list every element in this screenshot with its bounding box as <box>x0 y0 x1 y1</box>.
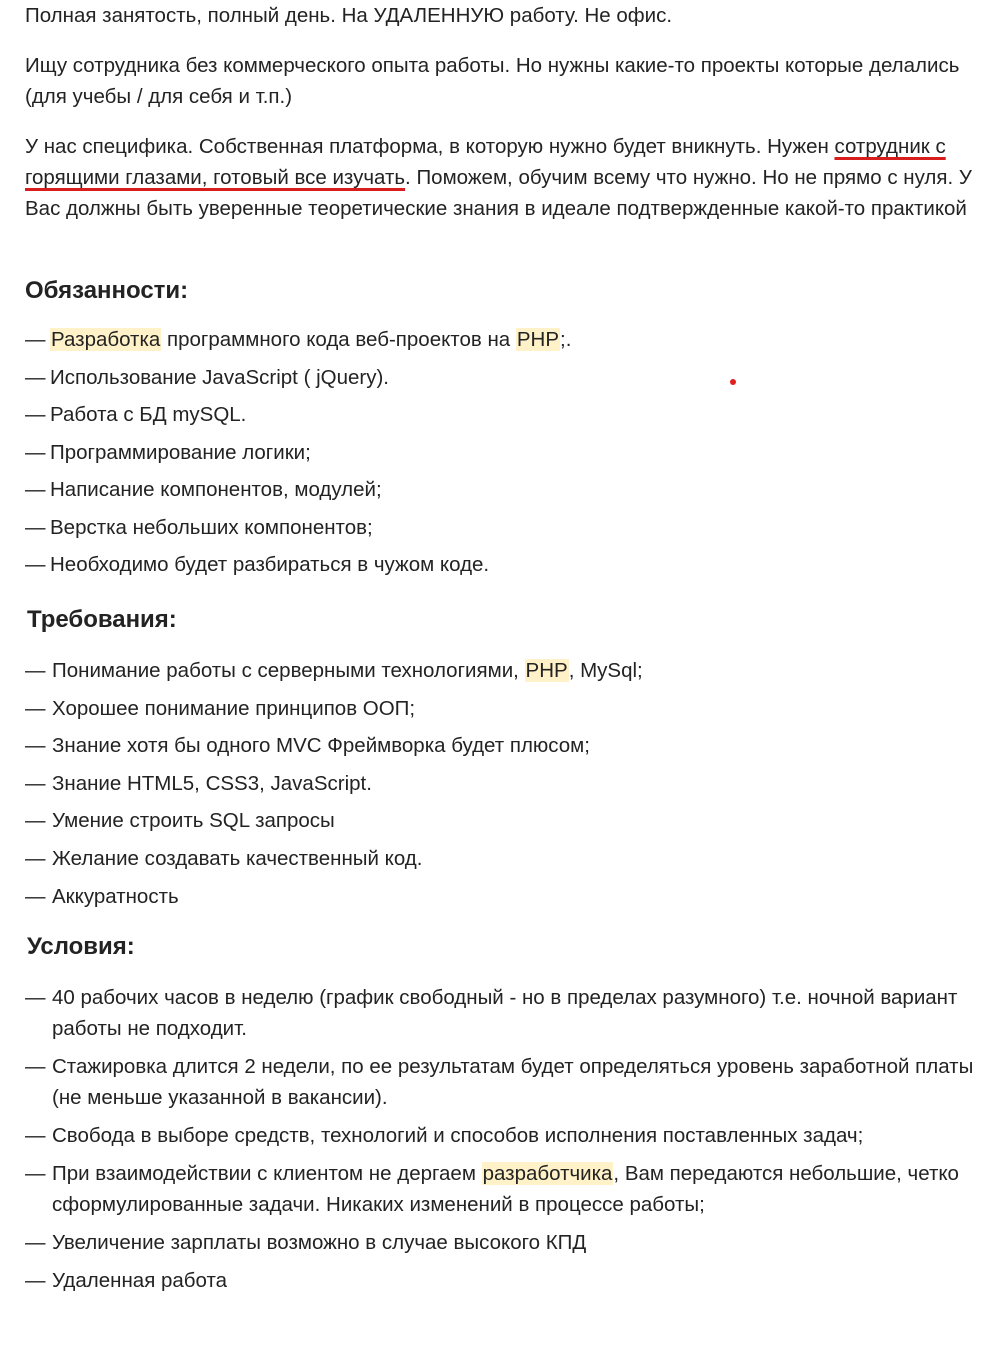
list-item: — Знание хотя бы одного MVC Фреймворка будет плюсом; <box>25 731 643 769</box>
dash-marker: — <box>25 365 46 389</box>
highlighted-keyword: PHP <box>525 659 568 682</box>
red-dot-mark <box>730 379 736 385</box>
dash-marker: — <box>25 553 46 576</box>
dash-marker: — <box>25 1269 46 1292</box>
specifics-paragraph <box>25 131 985 224</box>
list-item: — Программирование логики; <box>25 438 571 476</box>
list-item: — Хорошее понимание принципов ООП; <box>25 694 643 732</box>
duties-list <box>25 325 571 588</box>
employment-paragraph: Полная занятость, полный день. На УДАЛЕННУЮ работу. Не офис. <box>25 4 673 27</box>
list-item: — Использование JavaScript ( jQuery). <box>25 363 571 401</box>
list-item: — Знание HTML5, CSS3, JavaScript. <box>25 769 643 807</box>
list-item: — Аккуратность <box>25 882 643 920</box>
list-item: — Умение строить SQL запросы <box>25 806 643 844</box>
highlighted-keyword: PHP <box>516 328 560 351</box>
highlighted-keyword: Разработка <box>51 328 161 351</box>
requirements-heading: Требования: <box>27 606 177 633</box>
list-item: — Желание создавать качественный код. <box>25 844 643 882</box>
dash-marker: — <box>25 696 46 720</box>
list-item: — Увеличение зарплаты возможно в случае высокого КПД <box>25 1227 985 1258</box>
list-item: — Написание компонентов, модулей; <box>25 475 571 513</box>
dash-marker: — <box>25 659 46 682</box>
dash-marker: — <box>25 403 46 426</box>
dash-marker: — <box>25 515 46 539</box>
list-item: — Стажировка длится 2 недели, по ее результатам будет определяться уровень заработной платы (не меньше указанной в вакансии). <box>25 1051 985 1113</box>
list-item: — Работа с БД mySQL. <box>25 400 571 438</box>
list-item: — Понимание работы с серверными технологиями, PHP, MySql; <box>25 656 643 694</box>
list-item: — Свобода в выборе средств, технологий и способов исполнения поставленных задач; <box>25 1120 985 1151</box>
duties-heading: Обязанности: <box>25 277 189 304</box>
list-item: — Удаленная работа <box>25 1265 985 1296</box>
list-item: — 40 рабочих часов в неделю (график свободный - но в пределах разумного) т.е. ночной вариант работы не подходит. <box>25 982 985 1044</box>
dash-marker: — <box>25 1055 46 1078</box>
experience-paragraph: Ищу сотрудника без коммерческого опыта работы. Но нужны какие-то проекты которые делались (для учебы / для себя и т.п.) <box>25 54 960 108</box>
dash-marker: — <box>25 771 46 795</box>
conditions-list <box>25 982 985 1303</box>
dash-marker: — <box>25 1231 46 1254</box>
list-item: — При взаимодействии с клиентом не дергаем разработчика, Вам передаются небольшие, четко сформулированные задачи. Никаких изменений в процессе работы; <box>25 1158 985 1220</box>
list-item: — Необходимо будет разбираться в чужом коде. <box>25 550 571 588</box>
dash-marker: — <box>25 884 46 908</box>
list-item: — Верстка небольших компонентов; <box>25 513 571 551</box>
specifics-text-before: У нас специфика. Собственная платформа, в которую нужно будет вникнуть. Нужен <box>25 135 835 158</box>
specifics-text-after: . Поможем, обучим всему что нужно. Но не прямо с нуля. У Вас должны быть уверенные теоретические знания в идеале подтвержденные какой-то практикой <box>25 166 972 220</box>
dash-marker: — <box>25 986 46 1009</box>
dash-marker: — <box>25 1162 46 1185</box>
list-item: — Разработка программного кода веб-проектов на PHP;. <box>25 325 571 363</box>
dash-marker: — <box>25 328 46 351</box>
requirements-list <box>25 656 643 919</box>
dash-marker: — <box>25 1124 46 1147</box>
dash-marker: — <box>25 440 46 464</box>
red-underlined-phrase: сотрудник с горящими глазами, готовый все изучать <box>25 135 946 189</box>
dash-marker: — <box>25 846 46 870</box>
dash-marker: — <box>25 809 46 833</box>
conditions-heading: Условия: <box>27 933 135 960</box>
highlighted-keyword: разработчика <box>482 1162 613 1185</box>
dash-marker: — <box>25 478 46 501</box>
dash-marker: — <box>25 734 46 758</box>
